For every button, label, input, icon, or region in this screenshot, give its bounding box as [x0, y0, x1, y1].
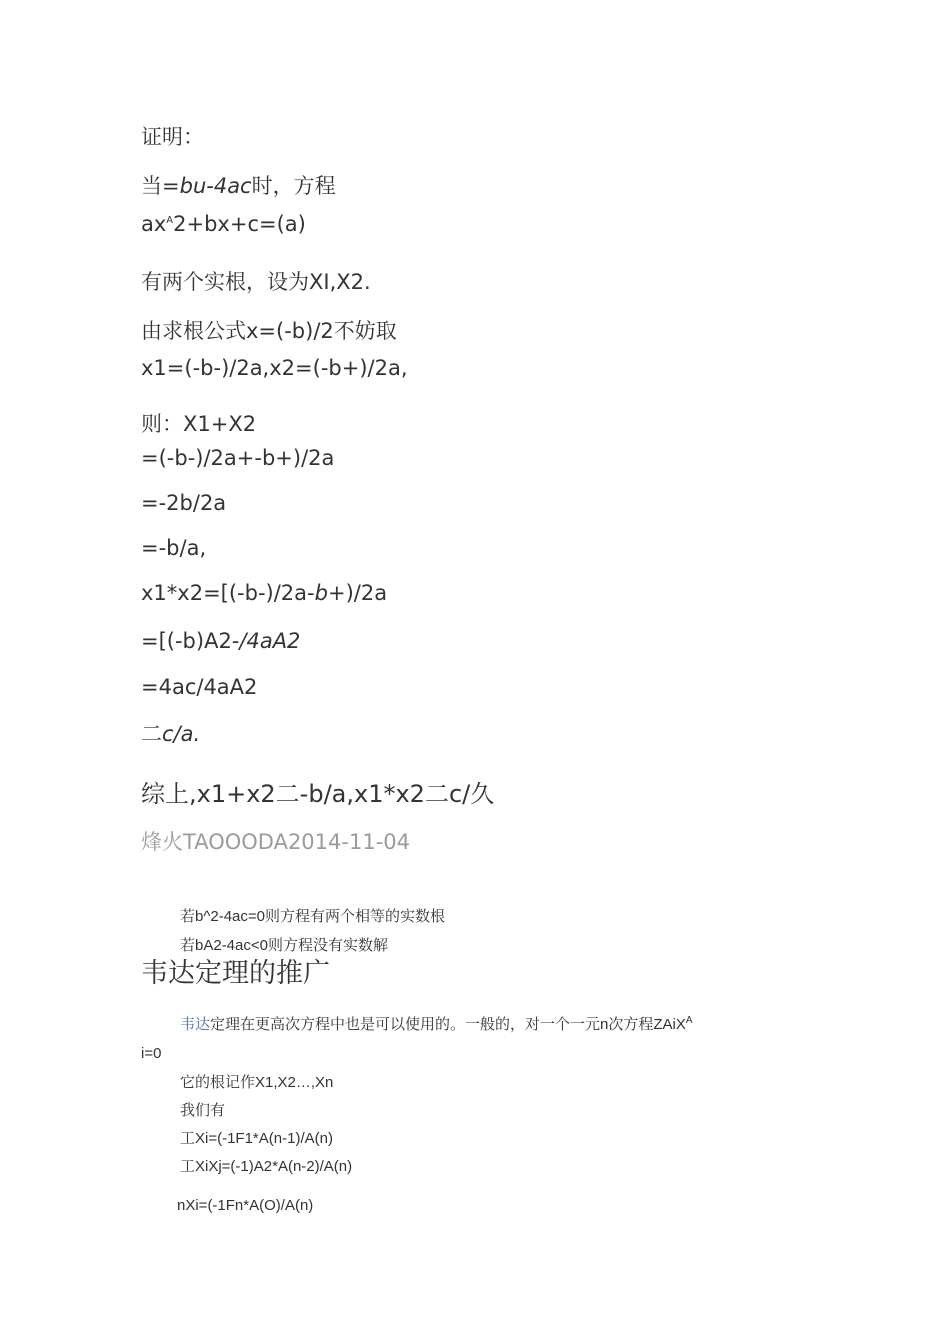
proof-line-10-b: b [314, 581, 328, 605]
proof-line-1-b: = [162, 174, 180, 198]
proof-line-7: =(-b-)/2a+-b+)/2a [141, 446, 335, 470]
section-heading: 韦达定理的推广 [141, 958, 330, 989]
proof-line-2-a: ax [141, 212, 167, 236]
extension-paragraph-1-sup: A [685, 1015, 693, 1026]
case-no-real-roots: 若bA2-4ac<0则方程没有实数解 [180, 937, 388, 954]
proof-line-6: 则：X1+X2 [141, 412, 257, 436]
extension-paragraph-1-text: 定理在更高次方程中也是可以使用的。一般的，对一个一元n次方程ZAiX [210, 1016, 686, 1033]
proof-line-10-c: +)/2a [327, 581, 388, 605]
extension-paragraph-1-cont: i=0 [141, 1045, 162, 1062]
proof-conclusion: 综上,x1+x2二-b/a,x1*x2二c/久 [141, 780, 495, 808]
proof-line-1-c: bu-4ac [179, 174, 252, 198]
proof-line-11-a: =[(-b)A2- [141, 629, 240, 653]
proof-line-2 [141, 214, 306, 235]
formula-product: nXi=(-1Fn*A(O)/A(n) [177, 1197, 314, 1214]
proof-line-1-d: 时，方程 [251, 174, 336, 198]
proof-line-11 [141, 631, 300, 652]
proof-line-13-a: 二 [141, 722, 162, 746]
formula-sum: 工Xi=(-1F1*A(n-1)/A(n) [180, 1130, 333, 1147]
extension-paragraph-1 [180, 1017, 693, 1032]
proof-line-2-sup: A [166, 215, 174, 226]
proof-line-8: =-2b/2a [141, 491, 227, 515]
case-equal-roots: 若b^2-4ac=0则方程有两个相等的实数根 [180, 908, 446, 925]
proof-line-10 [141, 583, 387, 604]
proof-line-9: =-b/a, [141, 536, 207, 560]
proof-line-1 [141, 176, 336, 197]
vieta-link[interactable]: 韦达 [180, 1016, 211, 1033]
we-have: 我们有 [180, 1102, 226, 1119]
proof-line-12: =4ac/4aA2 [141, 675, 258, 699]
proof-line-1-a: 当 [141, 174, 162, 198]
proof-line-4: 由求根公式x=(-b)/2不妨取 [141, 319, 397, 343]
roots-notation: 它的根记作X1,X2…,Xn [180, 1074, 334, 1091]
proof-title: 证明： [141, 125, 204, 149]
proof-line-11-b: /4aA2 [239, 629, 301, 653]
proof-line-10-a: x1*x2=[(-b-)/2a- [141, 581, 315, 605]
formula-pair-sum: 工XiXj=(-1)A2*A(n-2)/A(n) [180, 1158, 353, 1175]
proof-line-2-b: 2+bx+c=(a) [173, 212, 306, 236]
proof-line-3: 有两个实根，设为XI,X2. [141, 270, 371, 294]
proof-line-13-b: c/a. [162, 722, 201, 746]
proof-line-5: x1=(-b-)/2a,x2=(-b+)/2a, [141, 356, 408, 380]
proof-line-13 [141, 724, 200, 745]
source-attribution: 烽火TAOOODA2014-11-04 [141, 830, 410, 854]
